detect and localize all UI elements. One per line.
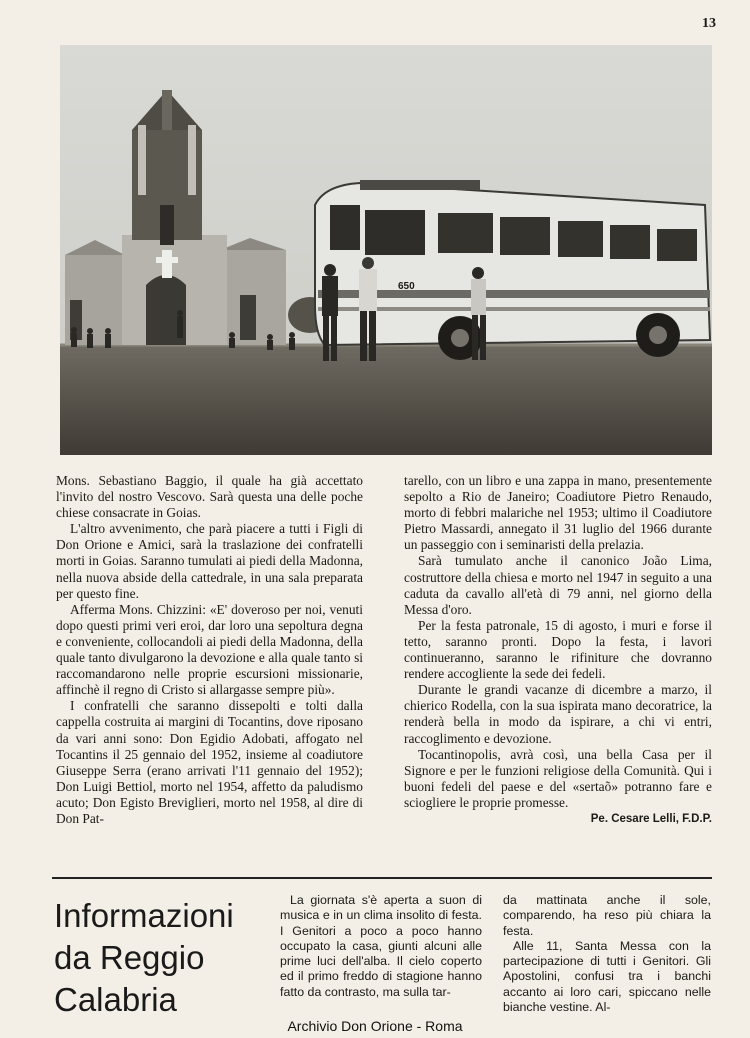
author-signature: Pe. Cesare Lelli, F.D.P.: [590, 812, 712, 825]
article-paragraph: Tocantinopolis, avrà così, una bella Casa per il Signore e per le funzioni religiose della Comunità. Qui i buoni fedeli del paese e del «sertaõ» potranno fare e sciogliere le proprie promesse.: [404, 746, 712, 810]
article-paragraph: Per la festa patronale, 15 di agosto, i muri e forse il tetto, saranno pronti. Dopo la festa, i lavori continueranno, saranno le rifiniture che dovranno rendere accogliente la sede dei fedeli.: [404, 617, 712, 682]
article-paragraph: tarello, con un libro e una zappa in mano, presentemente sepolto a Rio de Janeiro; Coadiutore Pietro Renaudo, morto di febbri malariche nel 1953; ultimo il Coadiutore Pietro Massardi, annegato il 31 luglio del 1966 durante un passeggio con i seminaristi della prelazia.: [404, 473, 712, 553]
archive-footer: Archivio Don Orione - Roma: [287, 1018, 463, 1034]
section-paragraph: Alle 11, Santa Messa con la partecipazione di tutti i Genitori. Gli Apostolini, confusi tra i banchi accanto ai loro cari, spiccano nelle bianche vestine. Al-: [503, 938, 711, 1015]
bus-number: 650: [398, 281, 415, 292]
article-paragraph: L'altro avvenimento, che parà piacere a tutti i Figli di Don Orione e Amici, sarà la traslazione dei confratelli morti in Goias. Saranno tumulati ai piedi della Madonna, nella nuova abside della cattedrale, in una sala preparata per questo fine.: [56, 521, 363, 601]
section-title: [54, 895, 264, 1021]
article-paragraph: Durante le grandi vacanze di dicembre a marzo, il chierico Rodella, con la sua ispirata mano decoratrice, la renderà bella in modo da ispirare, a chi vi entri, raccoglimento e devozione.: [404, 682, 712, 746]
cathedral-bus-photo: [60, 45, 712, 455]
page-number: 13: [702, 16, 716, 31]
section-paragraph: La giornata s'è aperta a suon di musica e in un clima insolito di festa. I Genitori a poco a poco hanno occupato la casa, giunti alcuni alle prime luci dell'alba. Il cielo coperto ed il primo freddo di stagione hanno fatto da contrasto, ma sulla tar-: [280, 893, 482, 999]
article-paragraph: I confratelli che saranno dissepolti e tolti dalla cappella costruita ai margini di Tocantins, dove riposano da vari anni sono: Don Egidio Adobati, affogato nel Tocantins il 25 gennaio del 1952, insieme al coadiutore Giuseppe Serra (erano arrivati l'11 gennaio del 1952); Don Luigi Bettiol, morto nel 1954, affetto da paludismo acuto; Don Egisto Breviglieri, morto nel 1958, al dire di Don Pat-: [56, 698, 363, 826]
article-paragraph: Sarà tumulato anche il canonico João Lima, costruttore della chiesa e morto nel 1947 in seguito a una caduta da cavallo all'età di 79 anni, nel giorno della Messa d'oro.: [404, 553, 712, 617]
article-column-left: [56, 473, 363, 827]
section-title-line: Calabria: [54, 981, 177, 1018]
article-paragraph: Mons. Sebastiano Baggio, il quale ha già accettato l'invito del nostro Vescovo. Sarà questa una delle poche chiese consacrate in Goias.: [56, 473, 363, 521]
section-title-line: da Reggio: [54, 939, 205, 976]
article-column-right: [404, 473, 712, 827]
section-column-left: [280, 893, 482, 1000]
photo-illustration: [60, 45, 712, 455]
section-title-line: Informazioni: [54, 897, 234, 934]
article-paragraph: Afferma Mons. Chizzini: «E' doveroso per noi, venuti dopo questi primi veri eroi, dar loro una sepoltura degna e conveniente, collocandoli ai piedi della Madonna, della quale tanto divulgarono la devozione e alla quale tanto si raccomandarono nelle proprie escursioni missionarie, affinchè il regno di Cristo si allargasse sempre più».: [56, 601, 363, 698]
section-paragraph: da mattinata anche il sole, comparendo, ha reso più chiara la festa.: [503, 893, 711, 938]
section-column-right: [503, 893, 711, 1015]
section-divider: [52, 877, 712, 879]
